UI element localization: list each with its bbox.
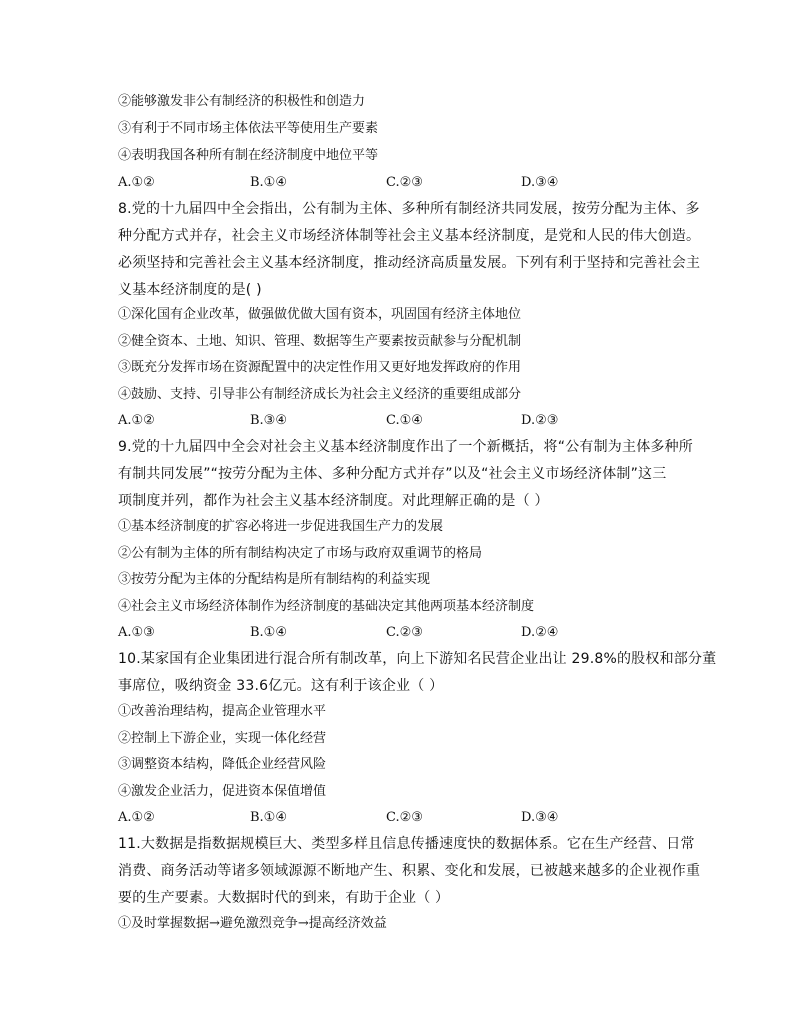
q11-statement-1: ①及时掌握数据→避免激烈竞争→提高经济效益 xyxy=(118,916,387,931)
q10-statement-2: ②控制上下游企业，实现一体化经营 xyxy=(118,731,327,746)
q10-statement-3: ③调整资本结构，降低企业经营风险 xyxy=(118,757,327,772)
q10-option-b[interactable]: B.①④ xyxy=(250,810,287,825)
q9-stem-line: 有制共同发展”“按劳分配为主体、多种分配方式并存”以及“社会主义市场经济体制”这三 xyxy=(118,466,667,482)
q9-stem-line: 项制度并列，都作为社会主义基本经济制度。对此理解正确的是（ ） xyxy=(118,493,549,509)
q8-stem-line: 8.党的十九届四中全会指出，公有制为主体、多种所有制经济共同发展，按劳分配为主体、多 xyxy=(118,201,700,217)
q9-statement-2: ②公有制为主体的所有制结构决定了市场与政府双重调节的格局 xyxy=(118,546,483,561)
q10-option-c[interactable]: C.②③ xyxy=(386,810,423,825)
q8-option-b[interactable]: B.③④ xyxy=(250,413,287,428)
q9-statement-1: ①基本经济制度的扩容必将进一步促进我国生产力的发展 xyxy=(118,519,444,534)
q8-option-a[interactable]: A.①② xyxy=(118,413,155,428)
q8-option-c[interactable]: C.①④ xyxy=(386,413,423,428)
q7-statement-4: ④表明我国各种所有制在经济制度中地位平等 xyxy=(118,148,379,163)
q10-statement-4: ④激发企业活力，促进资本保值增值 xyxy=(118,784,327,799)
q10-stem-line: 10.某家国有企业集团进行混合所有制改革，向上下游知名民营企业出让 29.8%的股权和部分董 xyxy=(118,651,717,667)
q9-option-c[interactable]: C.②③ xyxy=(386,625,423,640)
q9-statement-4: ④社会主义市场经济体制作为经济制度的基础决定其他两项基本经济制度 xyxy=(118,599,535,614)
q7-statement-2: ②能够激发非公有制经济的积极性和创造力 xyxy=(118,94,366,109)
q8-statement-1: ①深化国有企业改革，做强做优做大国有资本，巩固国有经济主体地位 xyxy=(118,307,522,322)
q8-stem-line: 义基本经济制度的是( ) xyxy=(118,282,262,298)
q7-option-d[interactable]: D.③④ xyxy=(521,175,559,190)
q9-option-b[interactable]: B.①④ xyxy=(250,625,287,640)
q10-stem-line: 事席位，吸纳资金 33.6亿元。这有利于该企业（ ） xyxy=(118,678,444,694)
q10-option-d[interactable]: D.③④ xyxy=(521,810,559,825)
q9-option-d[interactable]: D.②④ xyxy=(521,625,559,640)
q8-statement-2: ②健全资本、土地、知识、管理、数据等生产要素按贡献参与分配机制 xyxy=(118,334,522,349)
q8-stem-line: 种分配方式并存，社会主义市场经济体制等社会主义基本经济制度，是党和人民的伟大创造。 xyxy=(118,228,701,244)
q8-statement-4: ④鼓励、支持、引导非公有制经济成长为社会主义经济的重要组成部分 xyxy=(118,387,522,402)
q9-option-a[interactable]: A.①③ xyxy=(118,625,155,640)
q7-option-c[interactable]: C.②③ xyxy=(386,175,423,190)
q9-stem-line: 9.党的十九届四中全会对社会主义基本经济制度作出了一个新概括，将“公有制为主体多种所 xyxy=(118,439,694,455)
q11-stem-line: 要的生产要素。大数据时代的到来，有助于企业（ ） xyxy=(118,890,450,906)
q9-statement-3: ③按劳分配为主体的分配结构是所有制结构的利益实现 xyxy=(118,572,431,587)
q10-option-a[interactable]: A.①② xyxy=(118,810,155,825)
q7-option-a[interactable]: A.①② xyxy=(118,175,155,190)
q10-statement-1: ①改善治理结构，提高企业管理水平 xyxy=(118,704,327,719)
q7-option-b[interactable]: B.①④ xyxy=(250,175,287,190)
q7-statement-3: ③有利于不同市场主体依法平等使用生产要素 xyxy=(118,121,379,136)
q8-stem-line: 必须坚持和完善社会主义基本经济制度，推动经济高质量发展。下列有利于坚持和完善社会主 xyxy=(118,255,701,271)
q11-stem-line: 消费、商务活动等诸多领域源源不断地产生、积累、变化和发展，已被越来越多的企业视作重 xyxy=(118,863,701,879)
q8-statement-3: ③既充分发挥市场在资源配置中的决定性作用又更好地发挥政府的作用 xyxy=(118,360,522,375)
q8-option-d[interactable]: D.②③ xyxy=(521,413,559,428)
q11-stem-line: 11.大数据是指数据规模巨大、类型多样且信息传播速度快的数据体系。它在生产经营、日常 xyxy=(118,836,695,852)
